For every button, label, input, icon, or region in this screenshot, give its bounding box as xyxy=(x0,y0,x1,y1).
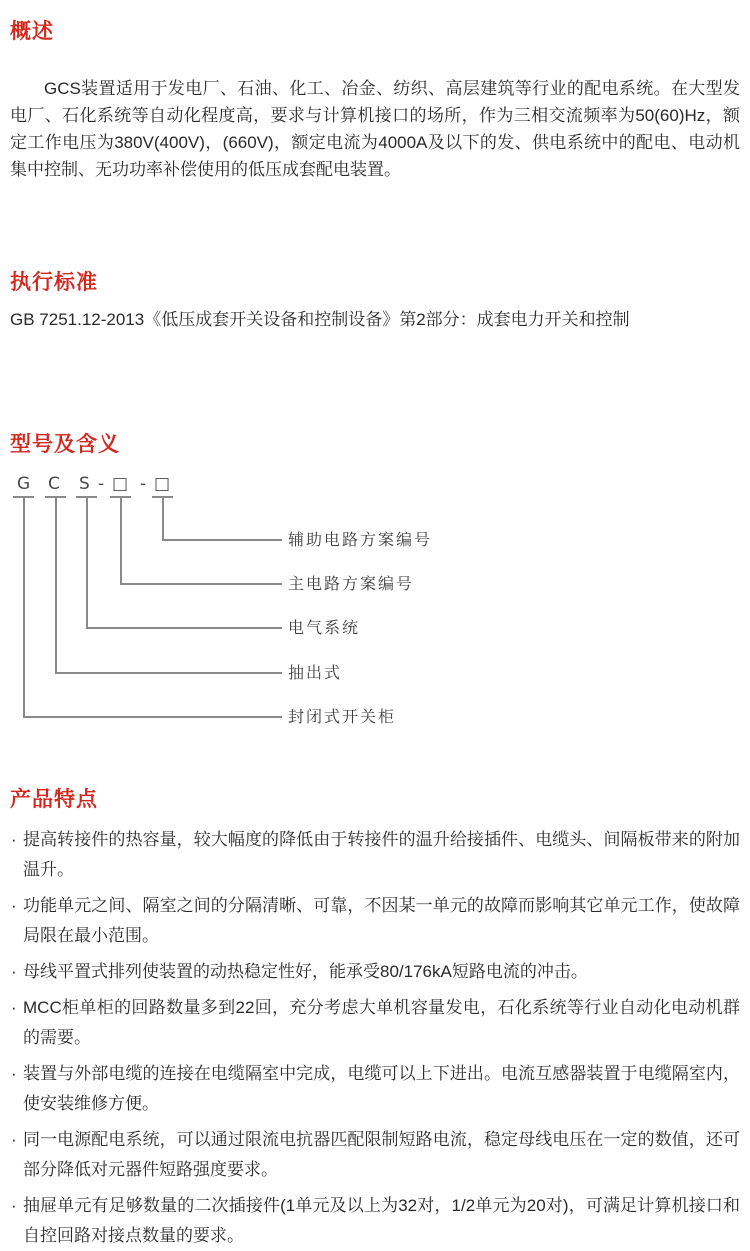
model-branch-label-electrical: 电气系统 xyxy=(288,620,361,637)
section-heading-overview: 概述 xyxy=(10,20,54,43)
bullet-marker: · xyxy=(11,1064,17,1083)
model-code-hyphen-1: - xyxy=(98,474,105,494)
feature-item xyxy=(10,825,740,885)
feature-text: 装置与外部电缆的连接在电缆隔室中完成，电缆可以上下进出。电流互感器装置于电缆隔室内，使安装维修方便。 xyxy=(23,1064,740,1113)
feature-text: 功能单元之间、隔室之间的分隔清晰、可靠，不因某一单元的故障而影响其它单元工作，使故障局限在最小范围。 xyxy=(23,896,740,945)
bullet-marker: · xyxy=(11,830,17,849)
model-code-box-1: □ xyxy=(112,474,129,494)
model-meaning-diagram xyxy=(0,471,750,731)
model-code-char-c: C xyxy=(48,474,60,494)
feature-item xyxy=(10,993,740,1053)
bullet-marker: · xyxy=(11,896,17,915)
model-branch-label-drawout: 抽出式 xyxy=(288,665,343,682)
model-code-hyphen-2: - xyxy=(140,474,147,494)
section-heading-model: 型号及含义 xyxy=(10,433,120,456)
standard-paragraph: GB 7251.12-2013《低压成套开关设备和控制设备》第2部分：成套电力开关和控制 xyxy=(10,310,630,329)
feature-text: 母线平置式排列使装置的动热稳定性好，能承受80/176kA短路电流的冲击。 xyxy=(23,962,588,981)
feature-item xyxy=(10,1191,740,1251)
section-heading-standard: 执行标准 xyxy=(10,271,98,294)
bullet-marker: · xyxy=(11,998,17,1017)
feature-item xyxy=(10,891,740,951)
bullet-marker: · xyxy=(11,1130,17,1149)
model-branch-label-aux-circuit: 辅助电路方案编号 xyxy=(288,532,433,549)
model-branch-label-main-circuit: 主电路方案编号 xyxy=(288,576,415,593)
feature-item xyxy=(10,1125,740,1185)
model-code-char-g: G xyxy=(17,474,31,494)
feature-text: 抽屉单元有足够数量的二次插接件(1单元及以上为32对，1/2单元为20对)，可满足计算机接口和自控回路对接点数量的要求。 xyxy=(23,1196,740,1245)
feature-text: 提高转接件的热容量，较大幅度的降低由于转接件的温升给接插件、电缆头、间隔板带来的附加温升。 xyxy=(23,830,740,879)
section-heading-features: 产品特点 xyxy=(10,788,98,811)
feature-text: MCC柜单柜的回路数量多到22回，充分考虑大单机容量发电，石化系统等行业自动化电动机群的需要。 xyxy=(23,998,740,1047)
model-branch-label-enclosed: 封闭式开关柜 xyxy=(288,709,397,726)
feature-item xyxy=(10,957,740,987)
bullet-marker: · xyxy=(11,1196,17,1215)
feature-item xyxy=(10,1059,740,1119)
features-list xyxy=(10,825,740,1251)
feature-text: 同一电源配电系统，可以通过限流电抗器匹配限制短路电流，稳定母线电压在一定的数值，还可部分降低对元器件短路强度要求。 xyxy=(23,1130,740,1179)
model-code-char-s: S xyxy=(79,474,90,494)
bullet-marker: · xyxy=(11,962,17,981)
overview-paragraph: GCS装置适用于发电厂、石油、化工、冶金、纺织、高层建筑等行业的配电系统。在大型发电厂、石化系统等自动化程度高，要求与计算机接口的场所，作为三相交流频率为50(60)Hz，额定工作电压为380V(400V)，(660V)，额定电流为4000A及以下的发、供电系统中的配电、电动机集中控制、无功功率补偿使用的低压成套配电装置。 xyxy=(10,79,740,179)
model-code-box-2: □ xyxy=(154,474,171,494)
model-branch-line-enclosed xyxy=(23,496,282,718)
